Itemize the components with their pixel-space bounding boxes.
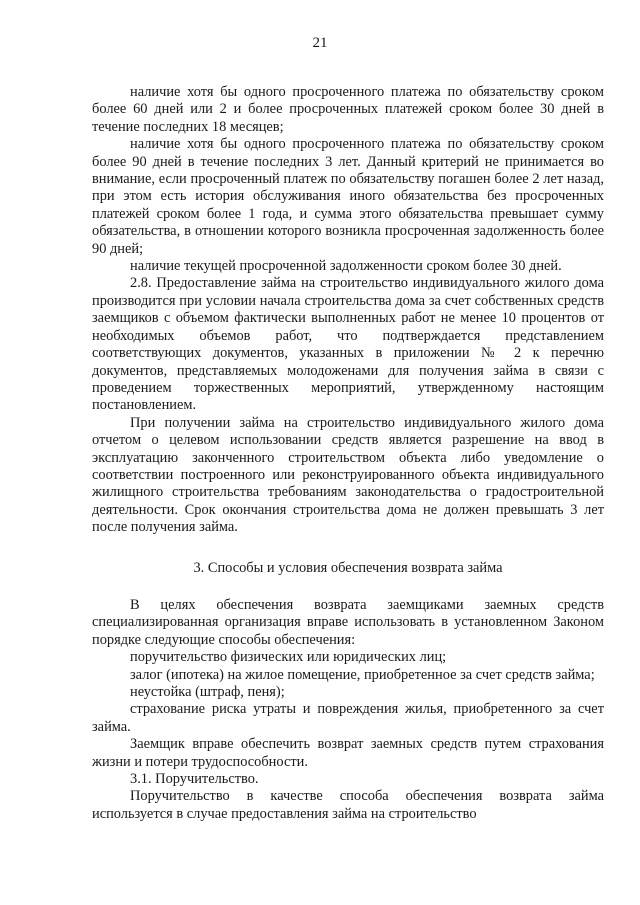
page-number: 21 (312, 35, 328, 51)
paragraph-overdue-60: наличие хотя бы одного просроченного платежа по обязательству сроком более 60 дней или 2 и более просроченных платежей сроком более 30 дней в течение последних 18 месяцев; (92, 84, 604, 135)
list-item-mortgage: залог (ипотека) на жилое помещение, приобретенное за счет средств займа; (130, 666, 595, 683)
page-content (92, 84, 604, 823)
paragraph-current-overdue: наличие текущей просроченной задолженности сроком более 30 дней. (130, 258, 562, 275)
subsection-3-1-title: 3.1. Поручительство. (130, 771, 259, 788)
list-item-penalty: неустойка (штраф, пеня); (130, 684, 285, 700)
paragraph-security-methods-intro: В целях обеспечения возврата заемщиками заемных средств специализированная организация вправе использовать в установленном Законом порядке следующие способы обеспечения: (92, 596, 604, 648)
paragraph-target-use-report: При получении займа на строительство индивидуального жилого дома отчетом о целевом использовании средств является разрешение на ввод в эксплуатацию законченного строительством объекта либо уведомление о соответствии построенного или реконструированного объекта индивидуального жилищного строительства требованиям законодательства о градостроительной деятельности. Срок окончания строительства дома не должен превышать 3 лет после получения займа. (92, 414, 604, 536)
list-item-guarantee: поручительство физических или юридических лиц; (130, 649, 447, 666)
list-item-insurance: страхование риска утраты и повреждения жилья, приобретенного за счет займа. (92, 701, 604, 735)
paragraph-life-insurance: Заемщик вправе обеспечить возврат заемных средств путем страхования жизни и потери трудоспособности. (92, 736, 604, 770)
paragraph-guarantee-usage: Поручительство в качестве способа обеспечения возврата займа используется в случае предоставления займа на строительство (92, 788, 604, 822)
section-heading: 3. Способы и условия обеспечения возврата займа (193, 559, 503, 576)
paragraph-overdue-90: наличие хотя бы одного просроченного платежа по обязательству сроком более 90 дней в течение последних 3 лет. Данный критерий не принимается во внимание, если просроченный платеж по обязательству погашен более 2 лет назад, при этом есть история обслуживания иного обязательства без просроченных платежей сроком более 1 года, и сумма этого обязательства превышает сумму обязательства, в отношении которого возникла просроченная задолженность более 90 дней; (92, 136, 604, 257)
paragraph-2-8-construction-loan: 2.8. Предоставление займа на строительство индивидуального жилого дома производится при условии начала строительства дома за счет собственных средств заемщиков с объемом фактически выполненных работ не менее 10 процентов от необходимых объемов работ, что подтверждается представлением соответствующих документов, указанных в приложении № 2 к перечню документов, представляемых молодоженами для получения займа в связи с проведением торжественных мероприятий, утвержденному настоящим постановлением. (92, 275, 604, 414)
